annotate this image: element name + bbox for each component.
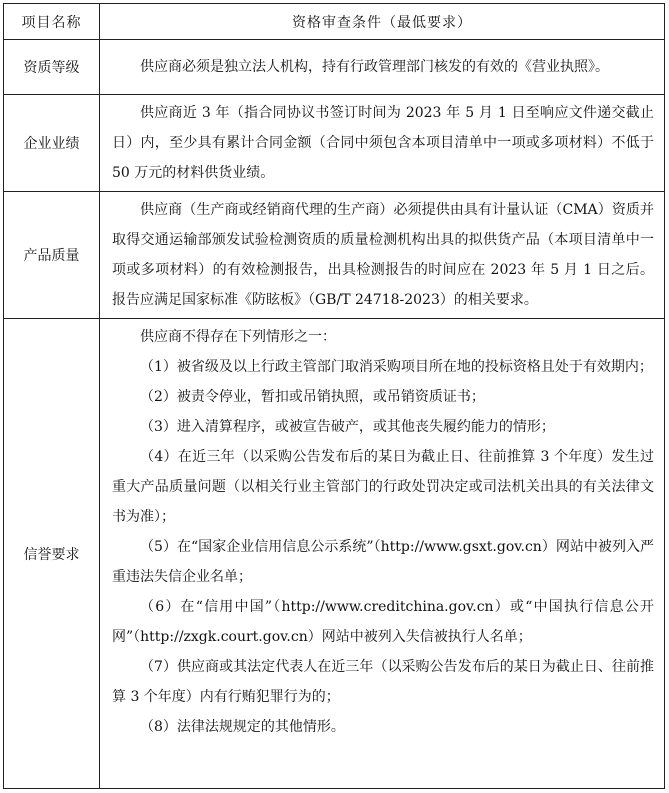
row-name-product-quality: 产品质量 xyxy=(4,192,100,319)
row-content-product-quality xyxy=(100,192,665,319)
row-content-reputation xyxy=(100,319,665,789)
row-name-reputation: 信誉要求 xyxy=(4,319,100,789)
requirement-paragraph: 供应商必须是独立法人机构，持有行政管理部门核发的有效的《营业执照》。 xyxy=(140,59,609,75)
requirement-intro: 供应商不得存在下列情形之一： xyxy=(140,329,336,345)
header-item-name: 项目名称 xyxy=(4,4,100,40)
row-name-qualification-level: 资质等级 xyxy=(4,40,100,95)
row-content-qualification-level xyxy=(100,40,665,95)
requirement-item-6: （6）在“信用中国”（http://www.creditchina.gov.cn）或“中国执行信息公开网”（http://zxgk.court.gov.cn）网站中被列入失信被执行人名单； xyxy=(112,599,654,645)
qualification-table xyxy=(3,3,665,789)
requirement-item-8: （8）法律法规规定的其他情形。 xyxy=(140,719,345,735)
row-name-performance: 企业业绩 xyxy=(4,95,100,192)
header-requirements: 资格审查条件（最低要求） xyxy=(100,4,665,40)
row-content-performance xyxy=(100,95,665,192)
requirement-item-2: （2）被责令停业，暂扣或吊销执照，或吊销资质证书； xyxy=(140,389,485,405)
requirement-item-3: （3）进入清算程序，或被宣告破产，或其他丧失履约能力的情形； xyxy=(140,419,555,435)
requirement-item-5: （5）在“国家企业信用信息公示系统”（http://www.gsxt.gov.cn）网站中被列入严重违法失信企业名单； xyxy=(112,539,654,585)
requirement-item-1: （1）被省级及以上行政主管部门取消采购项目所在地的投标资格且处于有效期内； xyxy=(140,359,653,375)
requirement-paragraph: 供应商近 3 年（指合同协议书签订时间为 2023 年 5 月 1 日至响应文件递交截止日）内，至少具有累计合同金额（合同中须包含本项目清单中一项或多项材料）不低于 50 万元的材料供货业绩。 xyxy=(112,105,654,181)
table-row xyxy=(4,192,665,319)
table-row xyxy=(4,319,665,789)
table-row xyxy=(4,40,665,95)
requirement-item-7: （7）供应商或其法定代表人在近三年（以采购公告发布后的某日为截止日、往前推算 3 个年度）内有行贿犯罪行为的； xyxy=(112,659,654,705)
table-header-row xyxy=(4,4,665,40)
requirement-paragraph: 供应商（生产商或经销商代理的生产商）必须提供由具有计量认证（CMA）资质并取得交通运输部颁发试验检测资质的质量检测机构出具的拟供货产品（本项目清单中一项或多项材料）的有效检测报告，出具检测报告的时间应在 2023 年 5 月 1 日之后。报告应满足国家标准《防眩板》（GB/T 24718-2023）的相关要求。 xyxy=(112,202,654,308)
table-row xyxy=(4,95,665,192)
requirement-item-4: （4）在近三年（以采购公告发布后的某日为截止日、往前推算 3 个年度）发生过重大产品质量问题（以相关行业主管部门的行政处罚决定或司法机关出具的有关法律文书为准）； xyxy=(112,449,654,525)
